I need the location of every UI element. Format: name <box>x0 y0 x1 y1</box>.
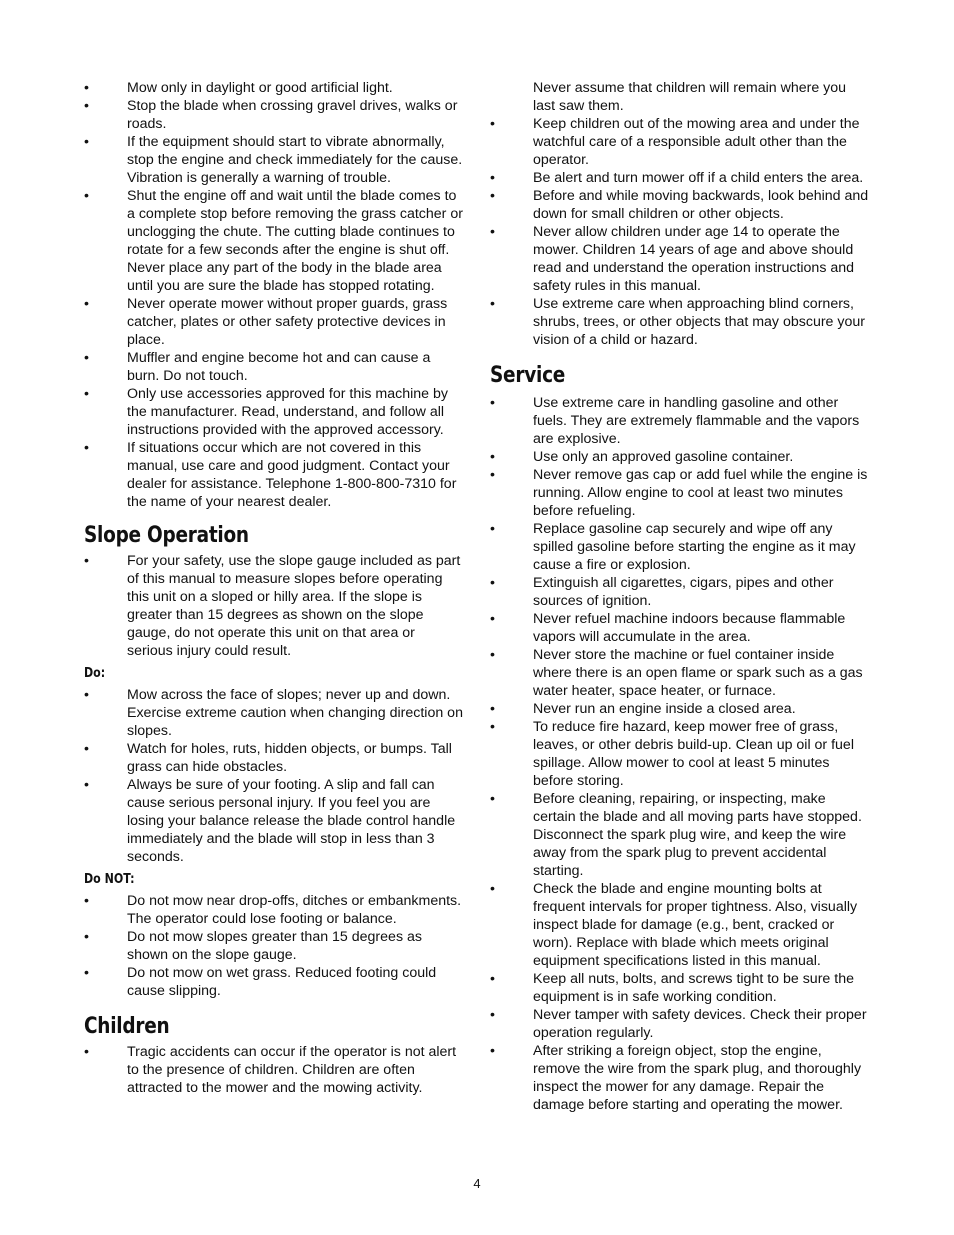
slope-operation-list <box>84 552 464 660</box>
list-item: • Do not mow slopes greater than 15 degrees as shown on the slope gauge. <box>84 928 464 964</box>
do-not-list <box>84 892 464 1000</box>
list-item: • Do not mow on wet grass. Reduced footing could cause slipping. <box>84 964 464 1000</box>
list-item: • For your safety, use the slope gauge included as part of this manual to measure slopes before operating this unit on a sloped or hilly area. If the slope is greater than 15 degrees as shown on the slope gauge, do not operate this unit on that area or serious injury could result. <box>84 552 464 660</box>
service-list <box>490 394 872 1114</box>
list-item: • After striking a foreign object, stop the engine, remove the wire from the spark plug, and thoroughly inspect the mower for any damage. Repair the damage before starting and operating the mower. <box>490 1042 872 1114</box>
service-heading: Service <box>490 363 566 388</box>
list-item: • Replace gasoline cap securely and wipe off any spilled gasoline before starting the engine as it may cause a fire or explosion. <box>490 520 872 574</box>
list-item: • Tragic accidents can occur if the operator is not alert to the presence of children. Children are often attracted to the mower and the mowing activity. <box>84 1043 464 1097</box>
list-item: • Never operate mower without proper guards, grass catcher, plates or other safety protective devices in place. <box>84 295 464 349</box>
list-item: • Mow across the face of slopes; never up and down. Exercise extreme caution when changing direction on slopes. <box>84 686 464 740</box>
list-item: • If the equipment should start to vibrate abnormally, stop the engine and check immediately for the cause. Vibration is generally a warning of trouble. <box>84 133 464 187</box>
children-continued-list <box>490 79 872 349</box>
intro-bullet-list <box>84 79 464 511</box>
list-item: • Use extreme care in handling gasoline and other fuels. They are extremely flammable and the vapors are explosive. <box>490 394 872 448</box>
list-item: • If situations occur which are not covered in this manual, use care and good judgment. Contact your dealer for assistance. Telephone 1-800-800-7310 for the name of your nearest dealer. <box>84 439 464 511</box>
list-item: • Use extreme care when approaching blind corners, shrubs, trees, or other objects that may obscure your vision of a child or hazard. <box>490 295 872 349</box>
children-list <box>84 1043 464 1097</box>
list-item: • Check the blade and engine mounting bolts at frequent intervals for proper tightness. Also, visually inspect blade for damage (e.g., bent, cracked or worn). Replace with blade which meets original equipment specifications listed in this manual. <box>490 880 872 970</box>
list-item: • Only use accessories approved for this machine by the manufacturer. Read, understand, and follow all instructions provided with the approved accessory. <box>84 385 464 439</box>
list-item: • Never store the machine or fuel container inside where there is an open flame or spark such as a gas water heater, space heater, or furnace. <box>490 646 872 700</box>
list-item: • Do not mow near drop-offs, ditches or embankments. The operator could lose footing or balance. <box>84 892 464 928</box>
do-subheading: Do: <box>84 666 106 681</box>
list-item: • To reduce fire hazard, keep mower free of grass, leaves, or other debris build-up. Clean up oil or fuel spillage. Allow mower to cool at least 5 minutes before storing. <box>490 718 872 790</box>
list-item: • Before cleaning, repairing, or inspecting, make certain the blade and all moving parts have stopped. Disconnect the spark plug wire, and keep the wire away from the spark plug to prevent accidental starting. <box>490 790 872 880</box>
do-not-subheading: Do NOT: <box>84 872 135 887</box>
do-list <box>84 686 464 866</box>
list-item: • Extinguish all cigarettes, cigars, pipes and other sources of ignition. <box>490 574 872 610</box>
right-column <box>490 79 872 1114</box>
list-item: • Use only an approved gasoline container. <box>490 448 872 466</box>
list-item: • Muffler and engine become hot and can cause a burn. Do not touch. <box>84 349 464 385</box>
list-item: • Be alert and turn mower off if a child enters the area. <box>490 169 872 187</box>
list-item: • Stop the blade when crossing gravel drives, walks or roads. <box>84 97 464 133</box>
children-heading: Children <box>84 1014 170 1039</box>
list-item: • Shut the engine off and wait until the blade comes to a complete stop before removing the grass catcher or unclogging the chute. The cutting blade continues to rotate for a few seconds after the engine is shut off. Never place any part of the body in the blade area until you are sure the blade has stopped rotating. <box>84 187 464 295</box>
list-item: • Never tamper with safety devices. Check their proper operation regularly. <box>490 1006 872 1042</box>
list-item: • Keep children out of the mowing area and under the watchful care of a responsible adult other than the operator. <box>490 115 872 169</box>
list-item: • Never allow children under age 14 to operate the mower. Children 14 years of age and above should read and understand the operation instructions and safety rules in this manual. <box>490 223 872 295</box>
list-item: • Mow only in daylight or good artificial light. <box>84 79 464 97</box>
list-item: • Keep all nuts, bolts, and screws tight to be sure the equipment is in safe working condition. <box>490 970 872 1006</box>
list-item: • Watch for holes, ruts, hidden objects, or bumps. Tall grass can hide obstacles. <box>84 740 464 776</box>
list-item: • Always be sure of your footing. A slip and fall can cause serious personal injury. If you feel you are losing your balance release the blade control handle immediately and the blade will stop in less than 3 seconds. <box>84 776 464 866</box>
slope-operation-heading: Slope Operation <box>84 523 249 548</box>
list-item: • Before and while moving backwards, look behind and down for small children or other objects. <box>490 187 872 223</box>
list-item: • Never refuel machine indoors because flammable vapors will accumulate in the area. <box>490 610 872 646</box>
page-number: 4 <box>473 1176 481 1191</box>
list-item: • Never remove gas cap or add fuel while the engine is running. Allow engine to cool at least two minutes before refueling. <box>490 466 872 520</box>
list-item-continued: Never assume that children will remain where you last saw them. <box>533 80 847 114</box>
list-item: • Never run an engine inside a closed area. <box>490 700 872 718</box>
left-column <box>84 79 464 1097</box>
